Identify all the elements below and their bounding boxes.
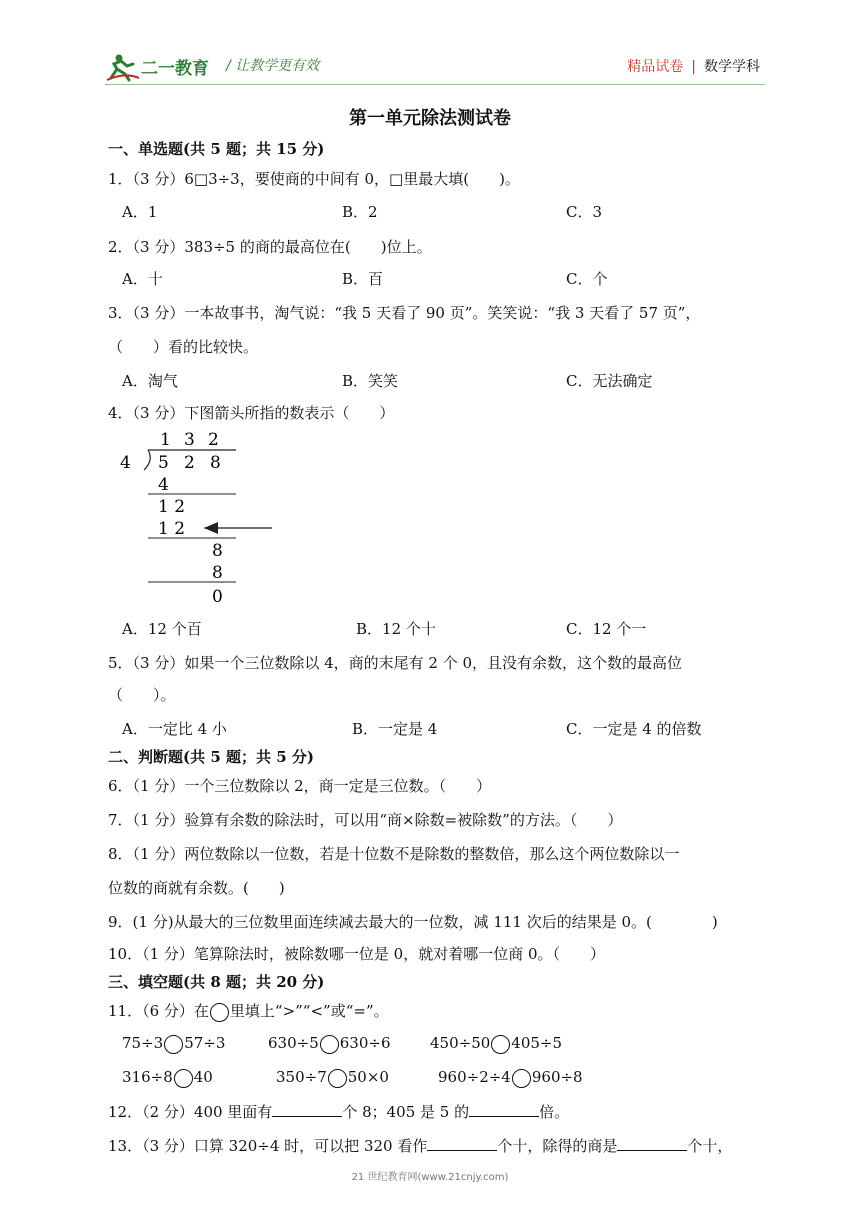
answer-circle[interactable] <box>164 1035 183 1054</box>
expr-right: 630÷6 <box>339 1034 391 1052</box>
q11-item <box>430 1034 562 1054</box>
q5-option-c[interactable]: C．一定是 4 的倍数 <box>566 720 702 738</box>
expr-right: 50×0 <box>347 1068 389 1086</box>
question-8-line-1: 8．（1 分）两位数除以一位数，若是十位数不是除数的整数倍，那么这个两位数除以一 <box>108 845 680 863</box>
header-subject-label: 数学学科 <box>704 59 760 75</box>
q11-item <box>122 1034 225 1054</box>
q1-option-c[interactable]: C．3 <box>566 203 603 221</box>
section-heading-fill-in: 三、填空题(共 8 题；共 20 分) <box>108 973 325 991</box>
answer-blank[interactable] <box>427 1136 497 1151</box>
step-row: 1 2 <box>158 497 186 517</box>
question-8-line-2: 位数的商就有余数。( ) <box>108 879 285 897</box>
arrow-head-icon <box>204 522 218 534</box>
division-bracket <box>144 450 150 470</box>
question-12 <box>108 1101 569 1122</box>
answer-circle[interactable] <box>512 1069 531 1088</box>
expr-right: 405÷5 <box>511 1034 563 1052</box>
q11-suffix: 里填上“>”“<”或“=”。 <box>229 1002 389 1020</box>
question-13 <box>108 1135 732 1156</box>
q3-option-c[interactable]: C．无法确定 <box>566 372 653 390</box>
question-5-line-1: 5．（3 分）如果一个三位数除以 4，商的末尾有 2 个 0，且没有余数，这个数的最高位 <box>108 654 683 672</box>
q4-option-a[interactable]: A．12 个百 <box>122 620 202 638</box>
quotient-digit: 3 <box>184 430 195 450</box>
question-4: 4．（3 分）下图箭头所指的数表示（ ） <box>108 404 395 422</box>
q11-prefix: 11．（6 分）在 <box>108 1002 209 1020</box>
q11-item <box>438 1068 583 1088</box>
remainder: 0 <box>212 587 223 607</box>
step-row: 8 <box>212 541 223 561</box>
question-1: 1．（3 分）6□3÷3，要使商的中间有 0，□里最大填( )。 <box>108 170 520 188</box>
answer-circle[interactable] <box>328 1069 347 1088</box>
logo <box>105 52 225 82</box>
q2-option-c[interactable]: C．个 <box>566 270 608 288</box>
question-5-line-2: （ ）。 <box>108 686 176 704</box>
question-7: 7．（1 分）验算有余数的除法时，可以用“商×除数=被除数”的方法。（ ） <box>108 811 623 829</box>
q5-option-b[interactable]: B．一定是 4 <box>352 720 438 738</box>
section-heading-single-choice: 一、单选题(共 5 题；共 15 分) <box>108 140 325 158</box>
q1-option-a[interactable]: A．1 <box>122 203 158 221</box>
q1-option-b[interactable]: B．2 <box>342 203 378 221</box>
q3-option-a[interactable]: A．淘气 <box>122 372 178 390</box>
answer-blank[interactable] <box>272 1102 342 1117</box>
answer-circle[interactable] <box>491 1035 510 1054</box>
question-10: 10．（1 分）笔算除法时，被除数哪一位是 0，就对着哪一位商 0。（ ） <box>108 945 606 963</box>
page-title: 第一单元除法测试卷 <box>349 108 511 129</box>
q2-option-b[interactable]: B．百 <box>342 270 384 288</box>
q4-option-b[interactable]: B．12 个十 <box>356 620 436 638</box>
step-row: 4 <box>158 475 169 495</box>
q11-item <box>122 1068 213 1088</box>
q11-item <box>268 1034 391 1054</box>
dividend-digit: 5 <box>158 453 169 473</box>
question-3-line-1: 3．（3 分）一本故事书，淘气说：“我 5 天看了 90 页”。笑笑说：“我 3 天看了 57 页”， <box>108 304 701 322</box>
q3-option-b[interactable]: B．笑笑 <box>342 372 399 390</box>
question-6: 6．（1 分）一个三位数除以 2，商一定是三位数。（ ） <box>108 777 492 795</box>
expr-right: 40 <box>193 1068 213 1086</box>
expr-left: 630÷5 <box>268 1034 319 1052</box>
logo-text: 二一教育 <box>141 59 209 79</box>
expr-left: 316÷8 <box>122 1068 173 1086</box>
answer-blank[interactable] <box>469 1102 539 1117</box>
expr-left: 450÷50 <box>430 1034 491 1052</box>
q2-option-a[interactable]: A．十 <box>122 270 163 288</box>
header-divider <box>105 84 765 85</box>
runner-icon <box>107 55 139 81</box>
section-heading-true-false: 二、判断题(共 5 题；共 5 分) <box>108 748 314 766</box>
q12-text: 12．（2 分）400 里面有 <box>108 1103 273 1121</box>
expr-right: 960÷8 <box>531 1068 583 1086</box>
answer-circle-icon <box>210 1003 229 1022</box>
q4-option-c[interactable]: C．12 个一 <box>566 620 647 638</box>
q12-text: 倍。 <box>539 1103 570 1121</box>
header-subject <box>627 56 760 76</box>
dividend-digit: 2 <box>184 453 195 473</box>
q13-text: 个十，除得的商是 <box>497 1137 618 1155</box>
page-footer: 21 世纪教育网(www.21cnjy.com) <box>351 1172 509 1183</box>
step-row: 8 <box>212 563 223 583</box>
step-row: 1 2 <box>158 519 186 539</box>
answer-circle[interactable] <box>320 1035 339 1054</box>
header-separator: | <box>691 59 696 75</box>
question-3-line-2: （ ）看的比较快。 <box>108 338 259 356</box>
header-tag: 精品试卷 <box>627 59 684 75</box>
expr-right: 57÷3 <box>184 1034 226 1052</box>
divisor: 4 <box>120 453 131 473</box>
answer-circle[interactable] <box>174 1069 193 1088</box>
question-2: 2．（3 分）383÷5 的商的最高位在( )位上。 <box>108 238 432 256</box>
question-11 <box>108 1000 389 1022</box>
header-slogan: / 让教学更有效 <box>226 58 320 74</box>
answer-blank[interactable] <box>617 1136 687 1151</box>
dividend-digit: 8 <box>210 453 221 473</box>
quotient-digit: 1 <box>160 430 171 450</box>
expr-left: 350÷7 <box>276 1068 327 1086</box>
q12-text: 个 8；405 是 5 的 <box>342 1103 470 1121</box>
q11-item <box>276 1068 389 1088</box>
q5-option-a[interactable]: A．一定比 4 小 <box>122 720 227 738</box>
quotient-digit: 2 <box>208 430 219 450</box>
question-9: 9．(1 分)从最大的三位数里面连续减去最大的一位数，减 111 次后的结果是 0。( ) <box>108 913 718 931</box>
q13-text: 个十， <box>687 1137 733 1155</box>
expr-left: 75÷3 <box>122 1034 164 1052</box>
long-division-figure <box>118 428 278 608</box>
q13-text: 13．（3 分）口算 320÷4 时，可以把 320 看作 <box>108 1137 428 1155</box>
expr-left: 960÷2÷4 <box>438 1068 511 1086</box>
